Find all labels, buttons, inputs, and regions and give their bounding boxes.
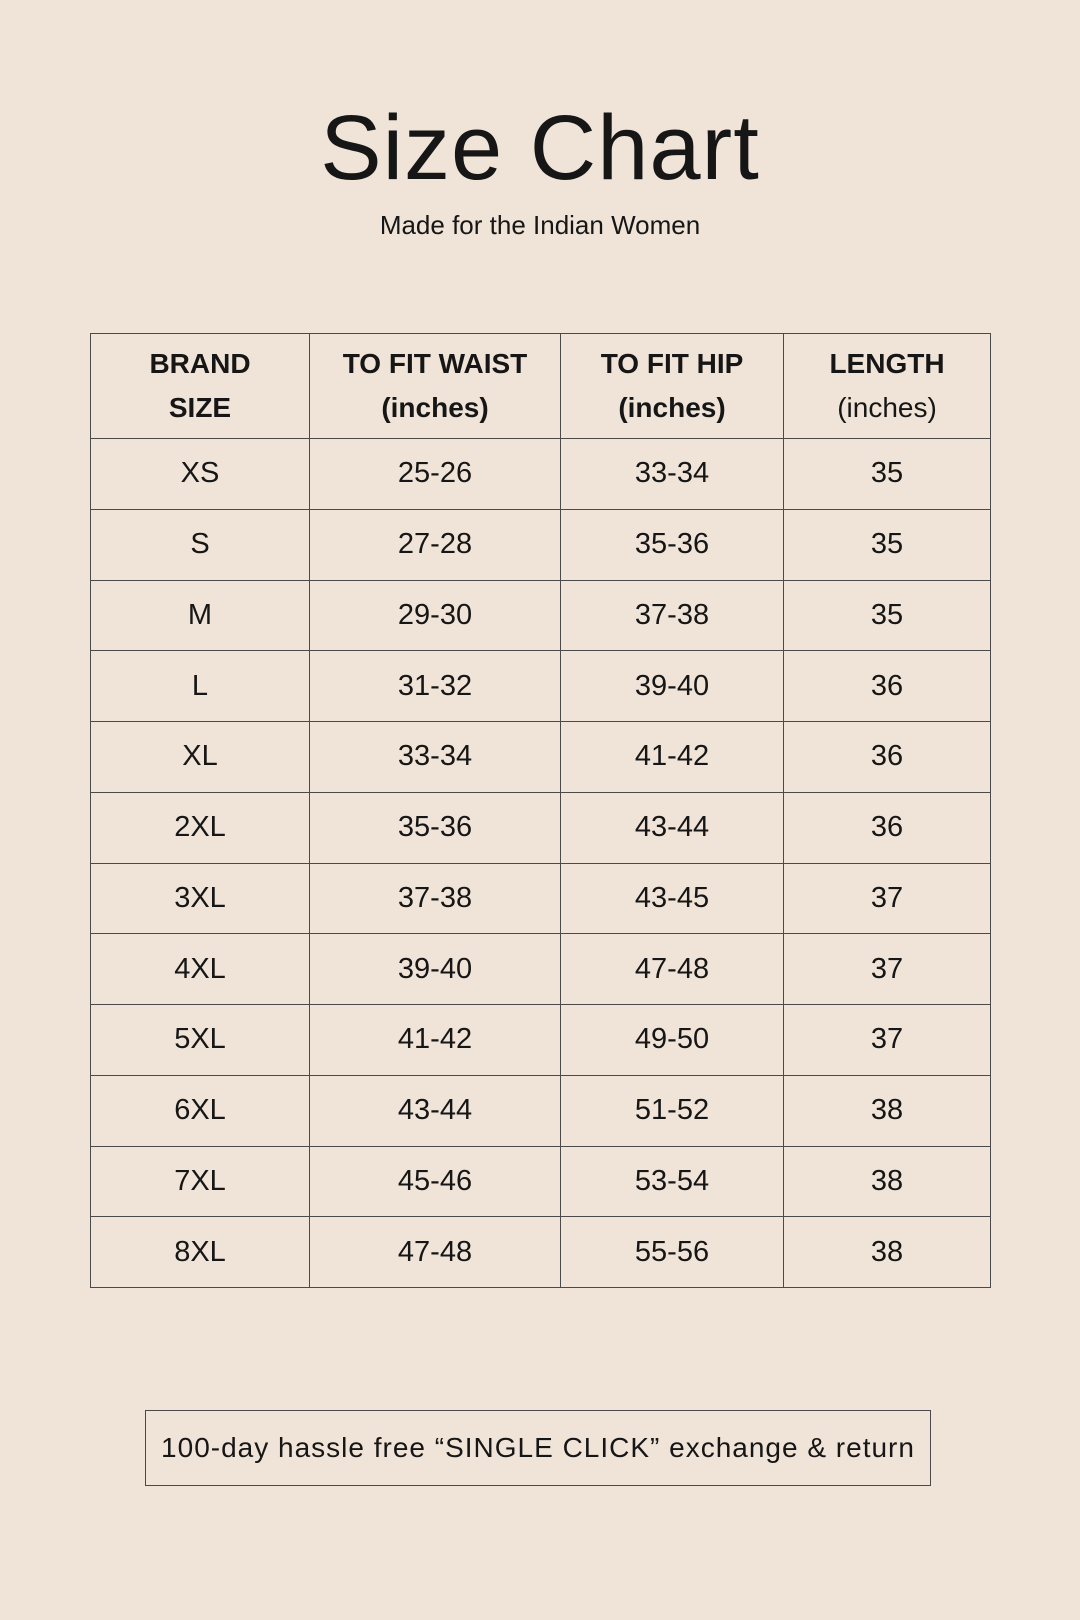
- cell-waist: 37-38: [310, 863, 561, 934]
- cell-hip: 39-40: [561, 651, 784, 722]
- header-hip: [561, 334, 784, 439]
- cell-brand-size: XL: [91, 722, 310, 793]
- cell-waist: 33-34: [310, 722, 561, 793]
- header-label: LENGTH: [829, 348, 945, 379]
- cell-hip: 53-54: [561, 1146, 784, 1217]
- cell-brand-size: 7XL: [91, 1146, 310, 1217]
- cell-hip: 35-36: [561, 509, 784, 580]
- cell-length: 36: [784, 651, 991, 722]
- size-chart-table: [90, 333, 991, 1288]
- table-row: [91, 509, 991, 580]
- cell-hip: 43-44: [561, 792, 784, 863]
- header-waist: [310, 334, 561, 439]
- table-row: [91, 439, 991, 510]
- table-body: [91, 439, 991, 1288]
- table-row: [91, 863, 991, 934]
- cell-brand-size: 2XL: [91, 792, 310, 863]
- cell-brand-size: 8XL: [91, 1217, 310, 1288]
- header-length: [784, 334, 991, 439]
- cell-brand-size: 4XL: [91, 934, 310, 1005]
- cell-hip: 55-56: [561, 1217, 784, 1288]
- return-policy-box: [145, 1410, 931, 1486]
- header-label: TO FIT HIP: [600, 348, 744, 379]
- cell-waist: 35-36: [310, 792, 561, 863]
- table-row: [91, 651, 991, 722]
- cell-length: 37: [784, 934, 991, 1005]
- cell-hip: 33-34: [561, 439, 784, 510]
- header-label: SIZE: [168, 392, 232, 423]
- header-unit: (inches): [837, 392, 937, 423]
- table-row: [91, 580, 991, 651]
- cell-waist: 31-32: [310, 651, 561, 722]
- table-row: [91, 934, 991, 1005]
- cell-waist: 41-42: [310, 1005, 561, 1076]
- cell-brand-size: XS: [91, 439, 310, 510]
- table-row: [91, 1146, 991, 1217]
- cell-hip: 43-45: [561, 863, 784, 934]
- cell-length: 37: [784, 863, 991, 934]
- cell-hip: 41-42: [561, 722, 784, 793]
- cell-length: 35: [784, 439, 991, 510]
- cell-brand-size: 3XL: [91, 863, 310, 934]
- cell-length: 35: [784, 509, 991, 580]
- header-unit: (inches): [618, 392, 726, 423]
- return-policy-text: 100-day hassle free “SINGLE CLICK” exchange & return: [161, 1432, 915, 1463]
- header-label: TO FIT WAIST: [342, 348, 528, 379]
- table-row: [91, 722, 991, 793]
- header-label: BRAND: [149, 348, 251, 379]
- cell-hip: 49-50: [561, 1005, 784, 1076]
- cell-waist: 39-40: [310, 934, 561, 1005]
- cell-length: 38: [784, 1075, 991, 1146]
- page-subtitle: Made for the Indian Women: [379, 210, 701, 240]
- cell-length: 36: [784, 722, 991, 793]
- header-brand-size: [91, 334, 310, 439]
- cell-waist: 43-44: [310, 1075, 561, 1146]
- cell-hip: 47-48: [561, 934, 784, 1005]
- cell-brand-size: 5XL: [91, 1005, 310, 1076]
- cell-length: 35: [784, 580, 991, 651]
- table-row: [91, 792, 991, 863]
- page-title: Size Chart: [320, 97, 760, 199]
- cell-length: 36: [784, 792, 991, 863]
- cell-waist: 27-28: [310, 509, 561, 580]
- cell-brand-size: 6XL: [91, 1075, 310, 1146]
- cell-length: 38: [784, 1146, 991, 1217]
- cell-length: 38: [784, 1217, 991, 1288]
- cell-waist: 47-48: [310, 1217, 561, 1288]
- table-row: [91, 1217, 991, 1288]
- cell-brand-size: S: [91, 509, 310, 580]
- cell-hip: 51-52: [561, 1075, 784, 1146]
- table-header-row: [91, 334, 991, 439]
- cell-hip: 37-38: [561, 580, 784, 651]
- cell-brand-size: M: [91, 580, 310, 651]
- cell-length: 37: [784, 1005, 991, 1076]
- table-row: [91, 1075, 991, 1146]
- cell-waist: 45-46: [310, 1146, 561, 1217]
- cell-waist: 25-26: [310, 439, 561, 510]
- cell-brand-size: L: [91, 651, 310, 722]
- table-row: [91, 1005, 991, 1076]
- cell-waist: 29-30: [310, 580, 561, 651]
- header-unit: (inches): [381, 392, 489, 423]
